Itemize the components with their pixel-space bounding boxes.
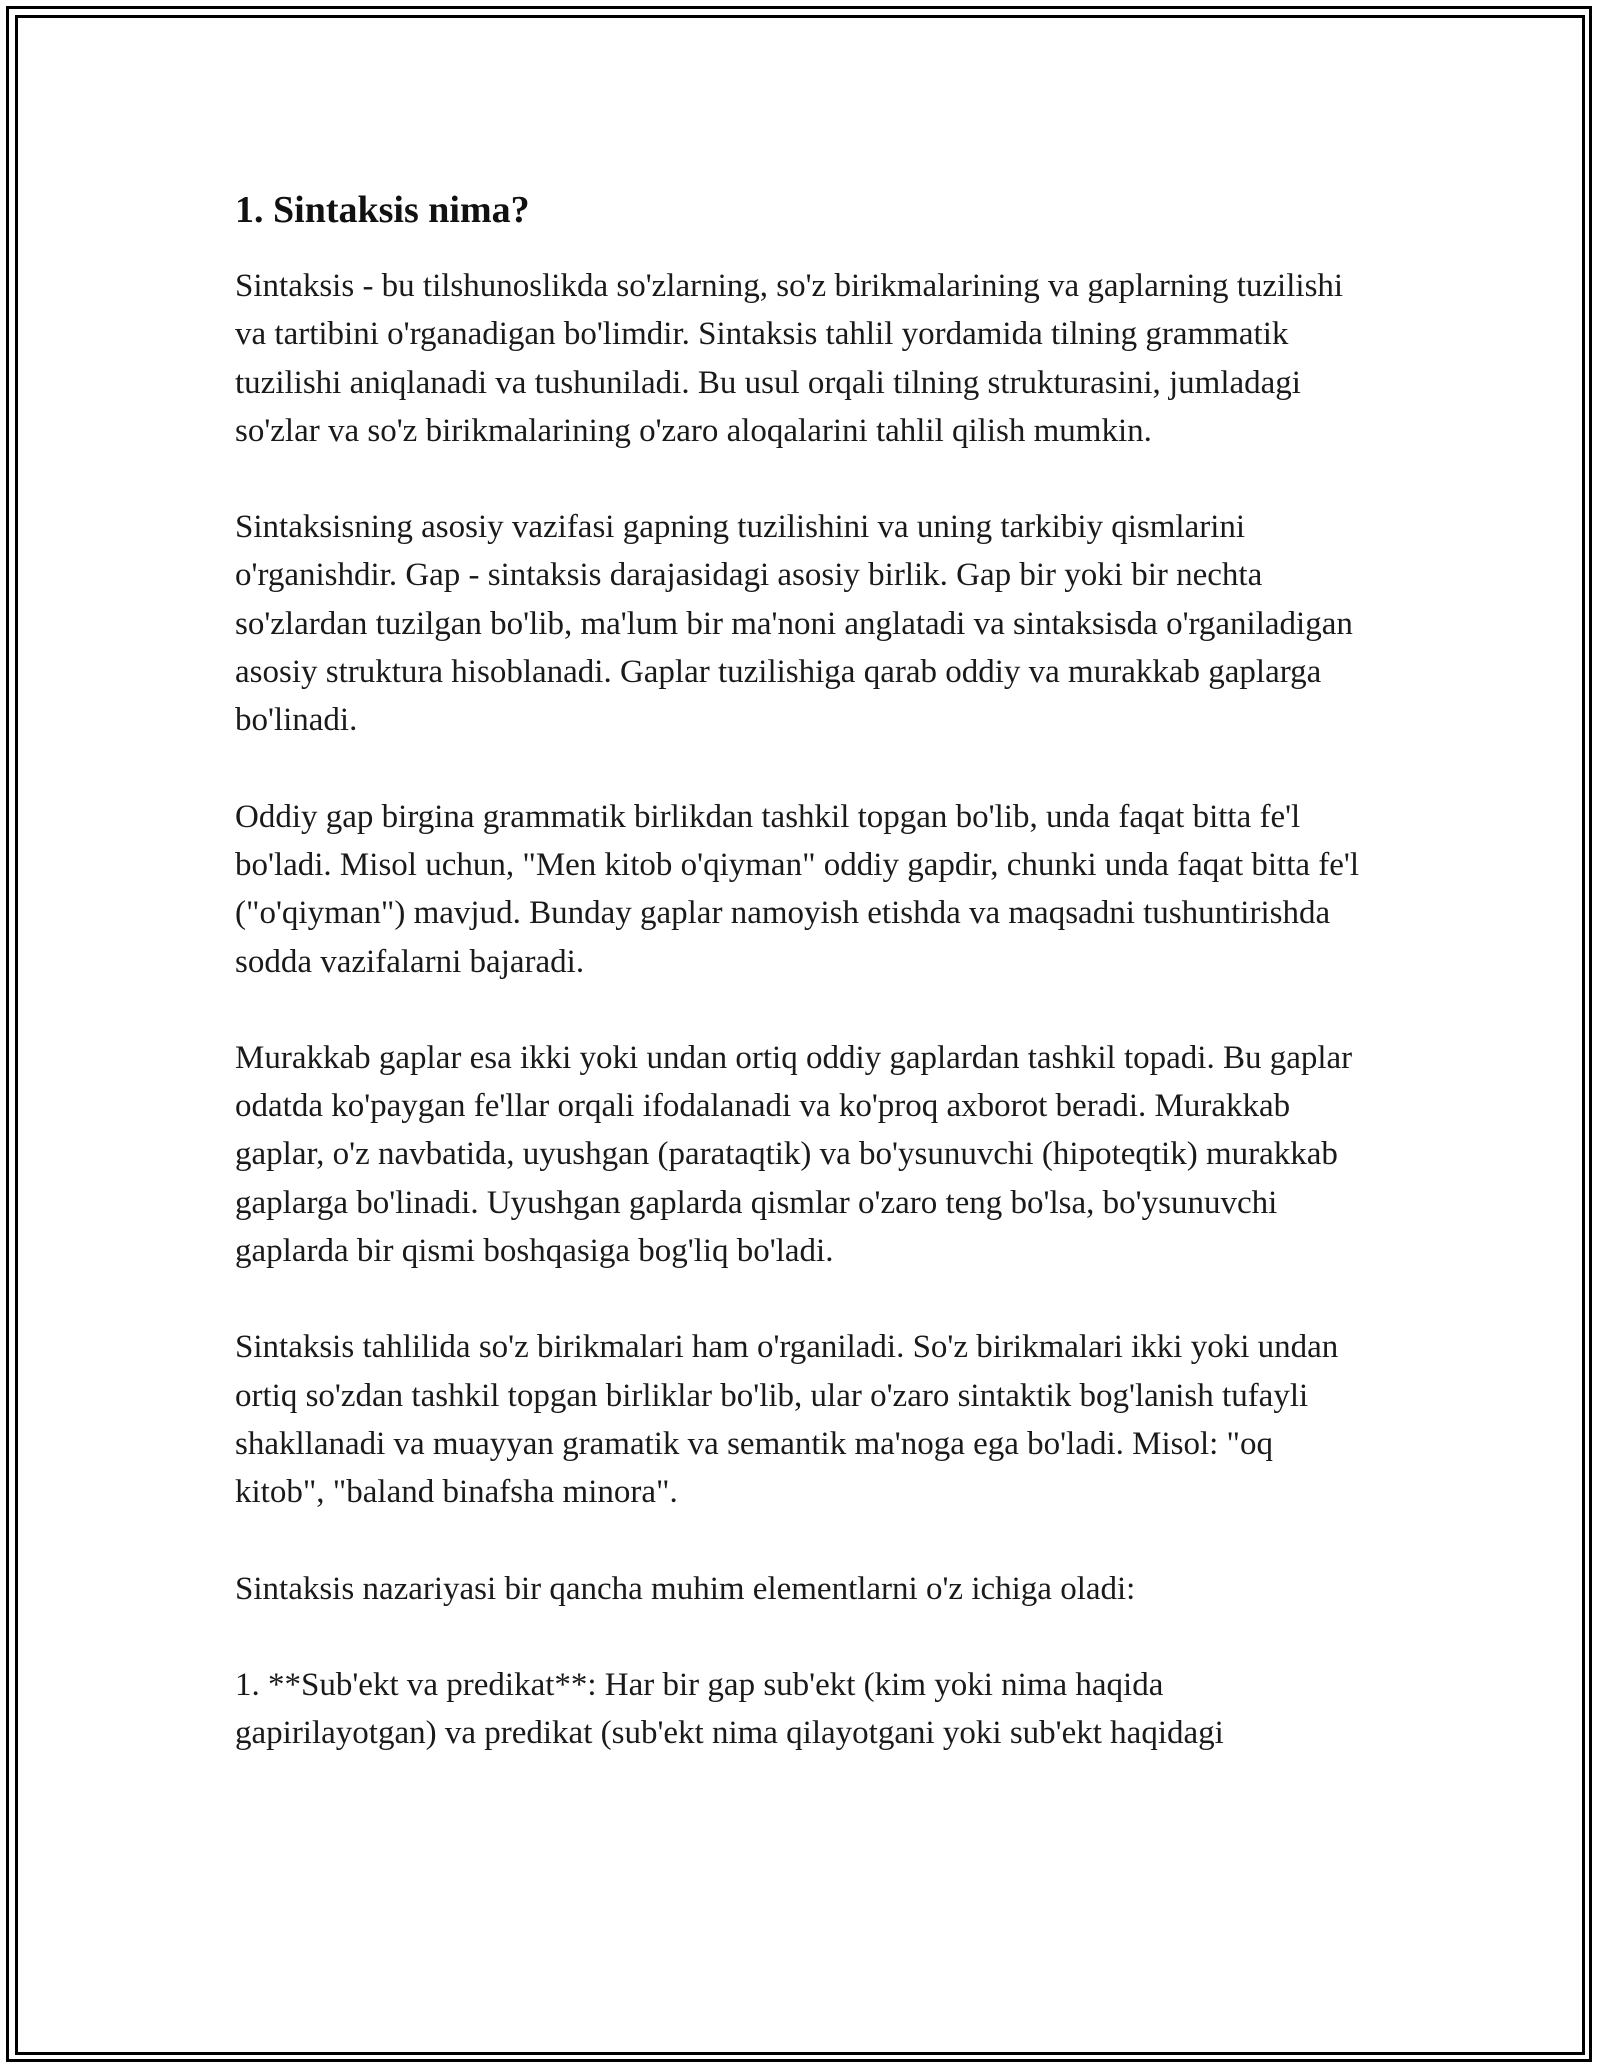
paragraph-simple-sentence: Oddiy gap birgina grammatik birlikdan tashkil topgan bo'lib, unda faqat bitta fe'l bo'ladi. Misol uchun, "Men kitob o'qiyman" oddiy gapdir, chunki unda faqat bitta fe'l ("o'qiyman") mavjud. Bunday gaplar namoyish etishda va maqsadni tushuntirishda sodda vazifalarni bajaradi. <box>235 798 1360 980</box>
paragraph-word-combinations: Sintaksis tahlilida so'z birikmalari ham o'rganiladi. So'z birikmalari ikki yoki undan ortiq so'zdan tashkil topgan birliklar bo'lib, ular o'zaro sintaktik bog'lanish tufayli shakllanadi va muayyan gramatik va semantik ma'noga ega bo'ladi. Misol: "oq kitob", "baland binafsha minora". <box>235 1329 1339 1511</box>
paragraph-main-task: Sintaksisning asosiy vazifasi gapning tuzilishini va uning tarkibiy qismlarini o'rganishdir. Gap - sintaksis darajasidagi asosiy birlik. Gap bir yoki bir nechta so'zlardan tuzilgan bo'lib, ma'lum bir ma'noni anglatadi va sintaksisda o'rganiladigan asosiy struktura hisoblanadi. Gaplar tuzilishiga qarab oddiy va murakkab gaplarga bo'linadi. <box>235 509 1353 739</box>
paragraph-theory-intro: Sintaksis nazariyasi bir qancha muhim elementlarni o'z ichiga oladi: <box>235 1570 1136 1607</box>
section-heading: 1. Sintaksis nima? <box>235 189 530 231</box>
paragraph-list-item-1: 1. **Sub'ekt va predikat**: Har bir gap sub'ekt (kim yoki nima haqida gapirilayotgan) va predikat (sub'ekt nima qilayotgani yoki sub'ekt haqidagi <box>235 1666 1224 1752</box>
paragraph-complex-sentence: Murakkab gaplar esa ikki yoki undan ortiq oddiy gaplardan tashkil topadi. Bu gaplar odatda ko'paygan fe'llar orqali ifodalanadi va ko'proq axborot beradi. Murakkab gaplar, o'z navbatida, uyushgan (parataqtik) va bo'ysunuvchi (hipoteqtik) murakkab gaplarga bo'linadi. Uyushgan gaplarda qismlar o'zaro teng bo'lsa, bo'ysunuvchi gaplarda bir qismi boshqasiga bog'liq bo'ladi. <box>235 1039 1353 1270</box>
paragraph-definition: Sintaksis - bu tilshunoslikda so'zlarning, so'z birikmalarining va gaplarning tuzilishi va tartibini o'rganadigan bo'limdir. Sintaksis tahlil yordamida tilning grammatik tuzilishi aniqlanadi va tushuniladi. Bu usul orqali tilning strukturasini, jumladagi so'zlar va so'z birikmalarining o'zaro aloqalarini tahlil qilish mumkin. <box>235 268 1344 449</box>
document-body <box>235 184 1365 1757</box>
